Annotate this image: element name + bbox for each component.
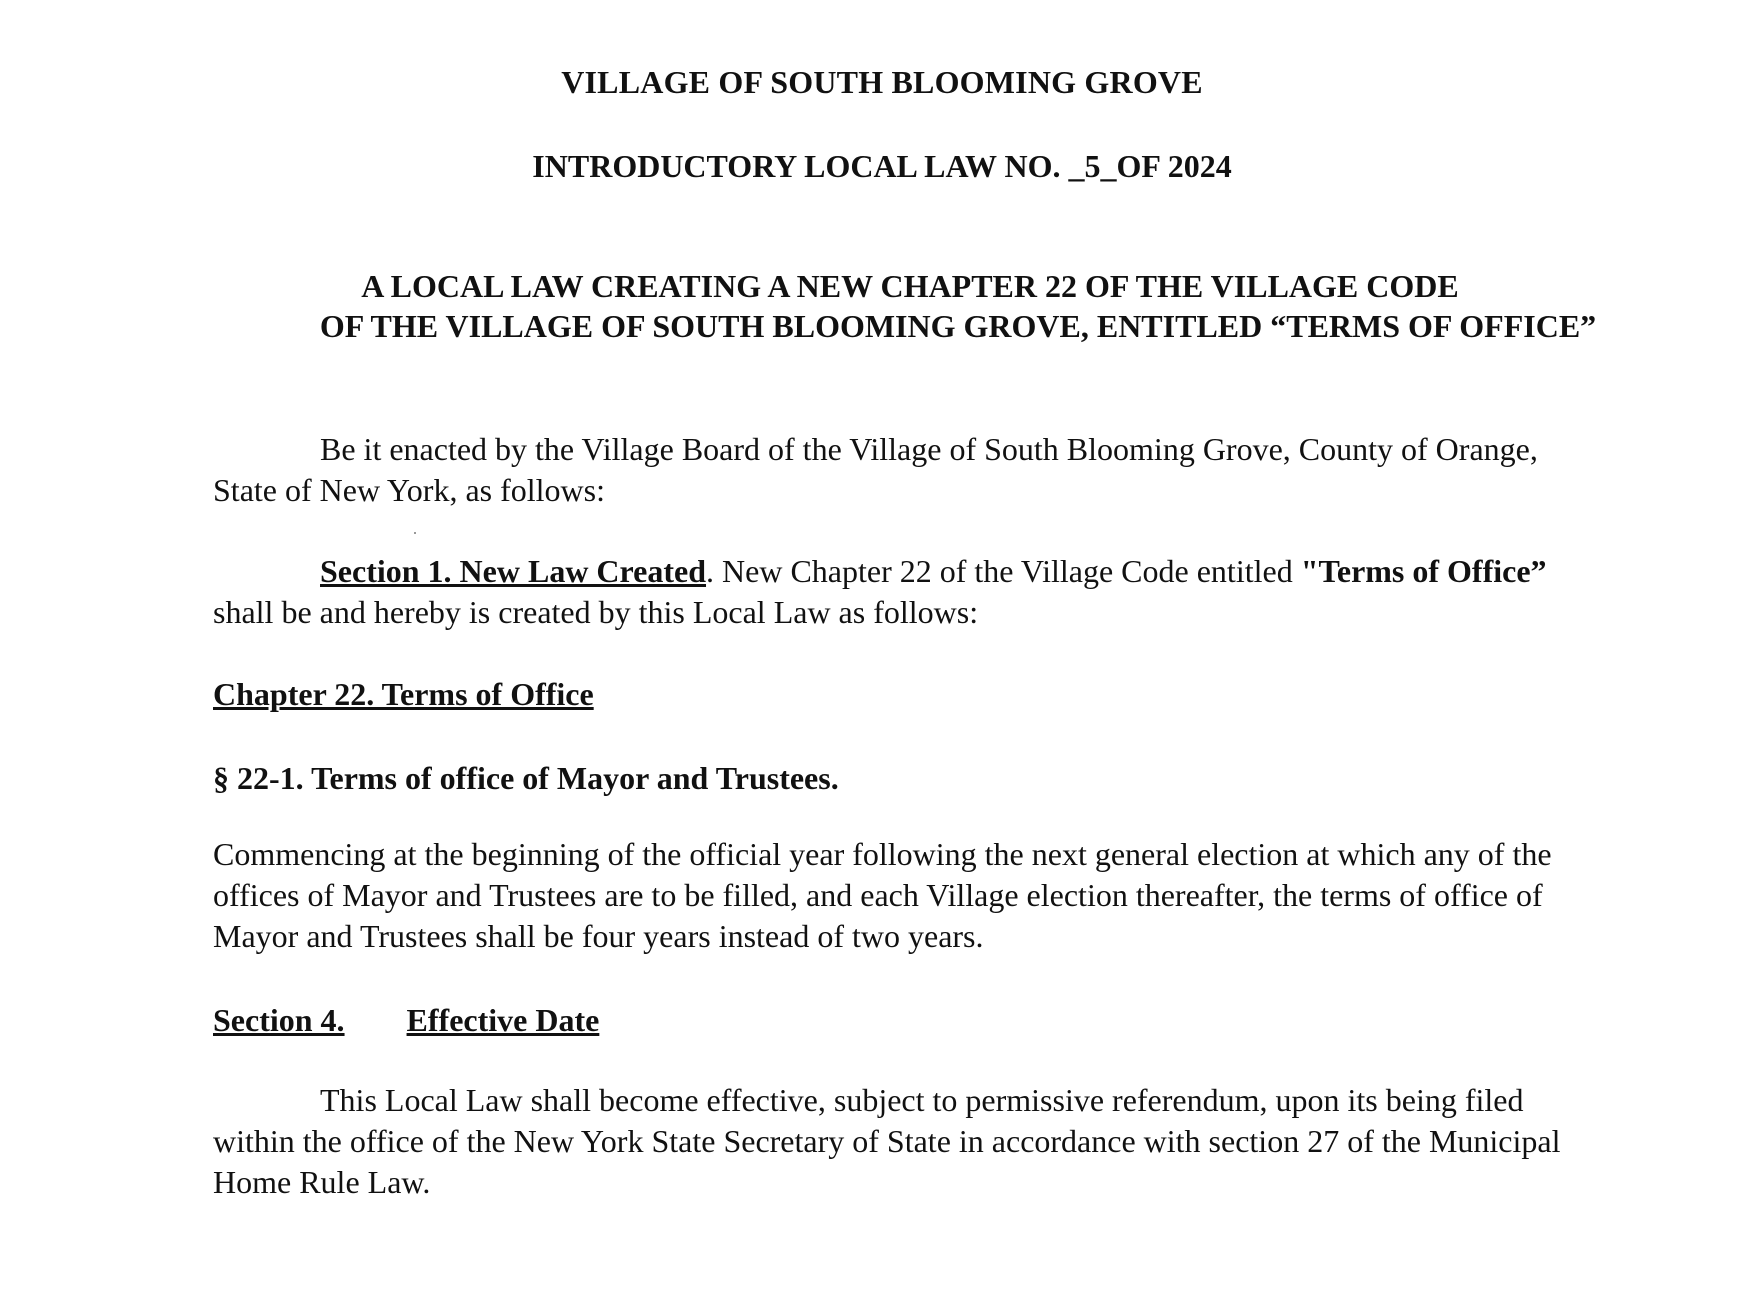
section-4-title: Effective Date — [406, 1002, 600, 1038]
section-1-paragraph — [213, 551, 1593, 633]
law-title-line-2: OF THE VILLAGE OF SOUTH BLOOMING GROVE, ENTITLED “TERMS OF OFFICE” — [319, 308, 1597, 344]
chapter-heading: Chapter 22. Terms of Office — [213, 676, 594, 712]
section-22-1-body: Commencing at the beginning of the official year following the next general election at which any of the offices of Mayor and Trustees are to be filled, and each Village election thereafter, the terms of office of Mayor and Trustees shall be four years instead of two years. — [213, 836, 1552, 954]
section-1-text-a: . New Chapter 22 of the Village Code entitled — [706, 553, 1301, 589]
section-4-heading — [213, 1000, 1593, 1041]
section-22-1-heading: § 22-1. Terms of office of Mayor and Trustees. — [213, 760, 839, 796]
introductory-law-number: INTRODUCTORY LOCAL LAW NO. _5_OF 2024 — [532, 148, 1232, 184]
section-4-label: Section 4. — [213, 1002, 345, 1038]
enacting-clause-text: Be it enacted by the Village Board of the Village of South Blooming Grove, County of Orange, State of New York, as follows: — [213, 431, 1538, 508]
section-1-bold-term: "Terms of Office” — [1300, 553, 1547, 589]
scan-speck — [414, 532, 416, 534]
effective-date-text: This Local Law shall become effective, subject to permissive referendum, upon its being filed within the office of the New York State Secretary of State in accordance with section 27 of the Municipal Home Rule Law. — [213, 1082, 1561, 1200]
enacting-clause — [213, 429, 1593, 511]
effective-date-paragraph — [213, 1080, 1593, 1203]
section-1-heading: Section 1. New Law Created — [320, 553, 707, 589]
village-heading: VILLAGE OF SOUTH BLOOMING GROVE — [561, 64, 1203, 100]
section-1-text-b: shall be and hereby is created by this Local Law as follows: — [213, 594, 979, 630]
law-title-line-1: A LOCAL LAW CREATING A NEW CHAPTER 22 OF THE VILLAGE CODE — [361, 268, 1459, 304]
